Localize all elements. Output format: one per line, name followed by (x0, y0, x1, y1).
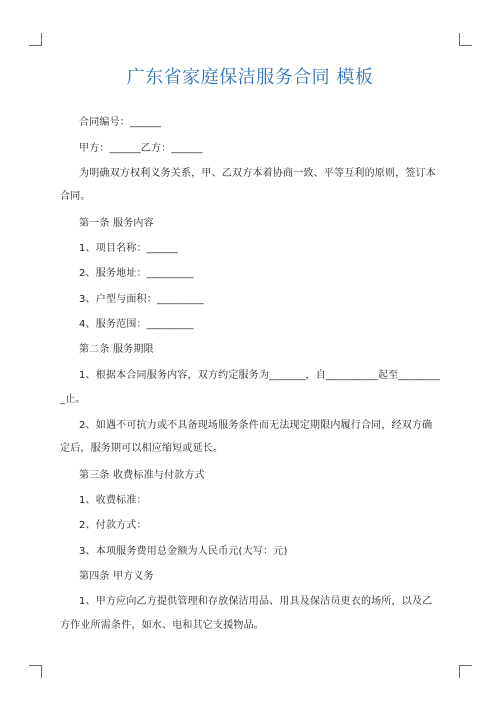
article-3-item-2: 2、付款方式： (79, 520, 147, 531)
contract-number-line: 合同编号：______ (79, 117, 162, 128)
article-1-item-2: 2、服务地址：_________ (79, 268, 194, 279)
crop-mark-top-left (29, 33, 42, 46)
article-4-item-1-line-2: 方作业所需条件，如水、电和其它支援物品。 (60, 620, 264, 631)
preamble-line-1: 为明确双方权利义务关系，甲、乙双方本着协商一致、平等互利的原则，签订本 (79, 168, 436, 179)
article-3-item-3: 3、本项服务费用总金额为人民币元(大写：元) (79, 546, 288, 557)
crop-mark-bottom-left (29, 665, 42, 678)
preamble-line-2: 合同。 (60, 191, 91, 202)
article-4-heading: 第四条 甲方义务 (79, 571, 154, 582)
crop-mark-bottom-right (459, 665, 472, 678)
article-2-item-1-line-1: 1、根据本合同服务内容，双方约定服务为_______，自__________起至________ (79, 370, 440, 381)
article-3-heading: 第三条 收费标准与付款方式 (79, 470, 205, 481)
article-3-item-1: 1、收费标准： (79, 495, 147, 506)
article-1-heading: 第一条 服务内容 (79, 218, 154, 229)
crop-mark-top-right (459, 33, 472, 46)
parties-line: 甲方：______乙方：______ (79, 143, 203, 154)
document-title: 广东省家庭保洁服务合同 模板 (126, 67, 374, 88)
article-2-heading: 第二条 服务期限 (79, 344, 154, 355)
article-4-item-1-line-1: 1、甲方应向乙方提供管理和存放保洁用品、用具及保洁员更衣的场所，以及乙 (79, 596, 433, 607)
article-1-item-4: 4、服务范围：_________ (79, 319, 194, 330)
article-1-item-3: 3、户型与面积：_________ (79, 294, 204, 305)
article-2-item-2-line-1: 2、如遇不可抗力或不具备现场服务条件而无法现定期限内履行合同，经双方确 (79, 420, 433, 431)
article-2-item-1-line-2: _止。 (60, 394, 86, 405)
article-2-item-2-line-2: 定后，服务期可以相应缩短或延长。 (60, 443, 224, 454)
article-1-item-1: 1、项目名称：______ (79, 243, 178, 254)
